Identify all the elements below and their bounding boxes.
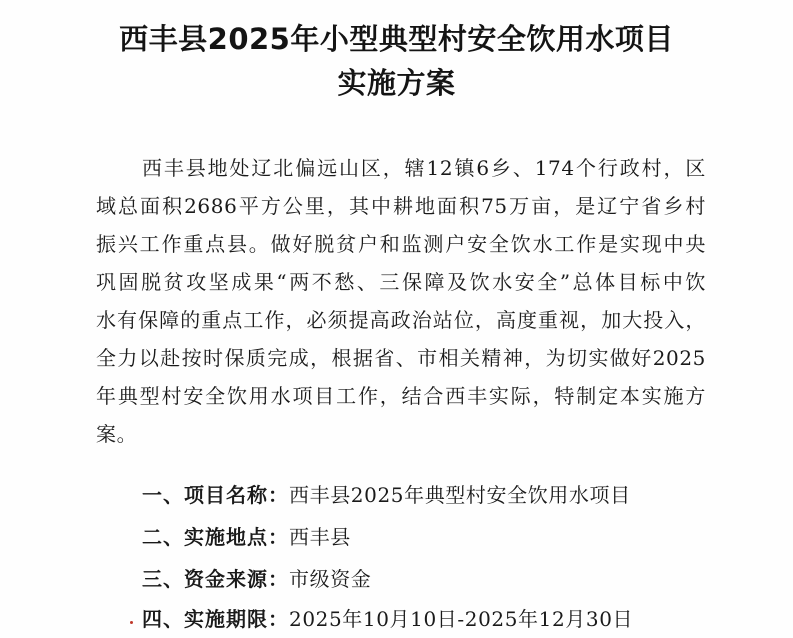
item-label: 三、资金来源： bbox=[142, 567, 289, 591]
paragraph-line: 年典型村安全饮用水项目工作，结合西丰实际，特制定本实施方 bbox=[96, 384, 706, 408]
paragraph-line: 西丰县地处辽北偏远山区，辖12镇6乡、174个行政村，区 bbox=[142, 156, 706, 180]
paragraph-line: 案。 bbox=[96, 422, 138, 446]
paragraph-line: 巩固脱贫攻坚成果“两不愁、三保障及饮水安全”总体目标中饮 bbox=[96, 270, 706, 294]
item-value: 西丰县 bbox=[289, 525, 351, 549]
item-implementation-period bbox=[142, 600, 633, 638]
item-value: 市级资金 bbox=[289, 567, 372, 591]
paragraph-line: 全力以赴按时保质完成，根据省、市相关精神，为切实做好2025 bbox=[96, 346, 706, 370]
paragraph-line: 水有保障的重点工作，必须提高政治站位，高度重视，加大投入， bbox=[96, 308, 706, 332]
intro-paragraph bbox=[96, 149, 706, 453]
item-label: 二、实施地点： bbox=[142, 525, 289, 549]
item-value: 西丰县2025年典型村安全饮用水项目 bbox=[289, 483, 631, 507]
paragraph-line: 振兴工作重点县。做好脱贫户和监测户安全饮水工作是实现中央 bbox=[96, 232, 706, 256]
item-location bbox=[142, 518, 351, 556]
item-label: 一、项目名称： bbox=[142, 483, 289, 507]
document-title: 西丰县2025年小型典型村安全饮用水项目 bbox=[119, 22, 674, 56]
item-value: 2025年10月10日-2025年12月30日 bbox=[289, 607, 634, 631]
document-subtitle: 实施方案 bbox=[337, 66, 456, 100]
item-label: 四、实施期限： bbox=[142, 607, 289, 631]
ink-dot bbox=[130, 621, 133, 624]
paragraph-line: 域总面积2686平方公里，其中耕地面积75万亩，是辽宁省乡村 bbox=[96, 194, 706, 218]
item-project-name bbox=[142, 476, 631, 514]
item-funding-source bbox=[142, 560, 371, 598]
